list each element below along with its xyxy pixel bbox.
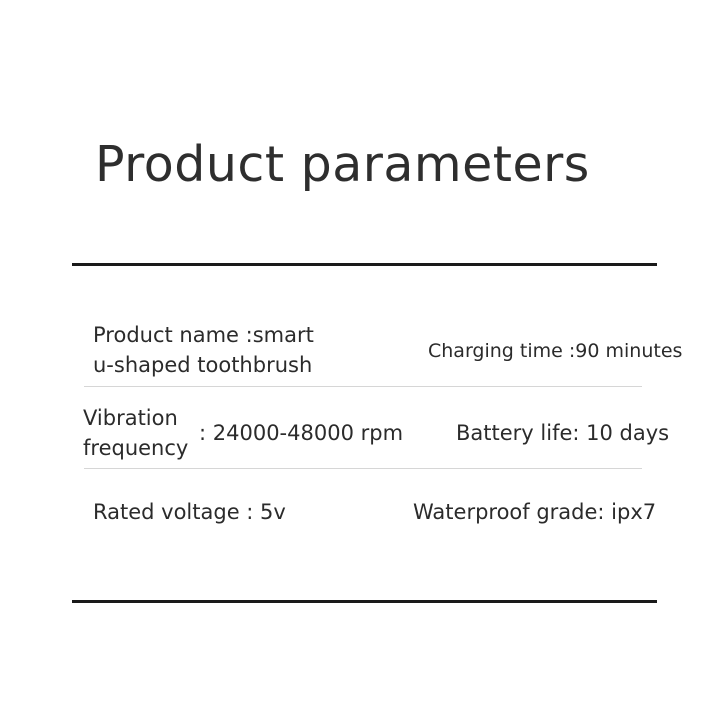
- vibration-label-line1: Vibration: [83, 406, 178, 430]
- page-title: Product parameters: [95, 136, 590, 193]
- charging-time: Charging time :90 minutes: [428, 340, 683, 362]
- top-divider: [72, 263, 657, 266]
- vibration-value: : 24000-48000 rpm: [199, 421, 404, 445]
- product-name-line1: Product name :smart: [93, 323, 314, 347]
- row-divider: [84, 386, 642, 387]
- waterproof-grade: Waterproof grade: ipx7: [413, 500, 657, 524]
- row-divider: [84, 468, 642, 469]
- vibration-label-line2: frequency: [83, 436, 189, 460]
- product-name-line2: u-shaped toothbrush: [93, 353, 313, 377]
- bottom-divider: [72, 600, 657, 603]
- battery-life: Battery life: 10 days: [456, 421, 670, 445]
- rated-voltage: Rated voltage : 5v: [93, 500, 286, 524]
